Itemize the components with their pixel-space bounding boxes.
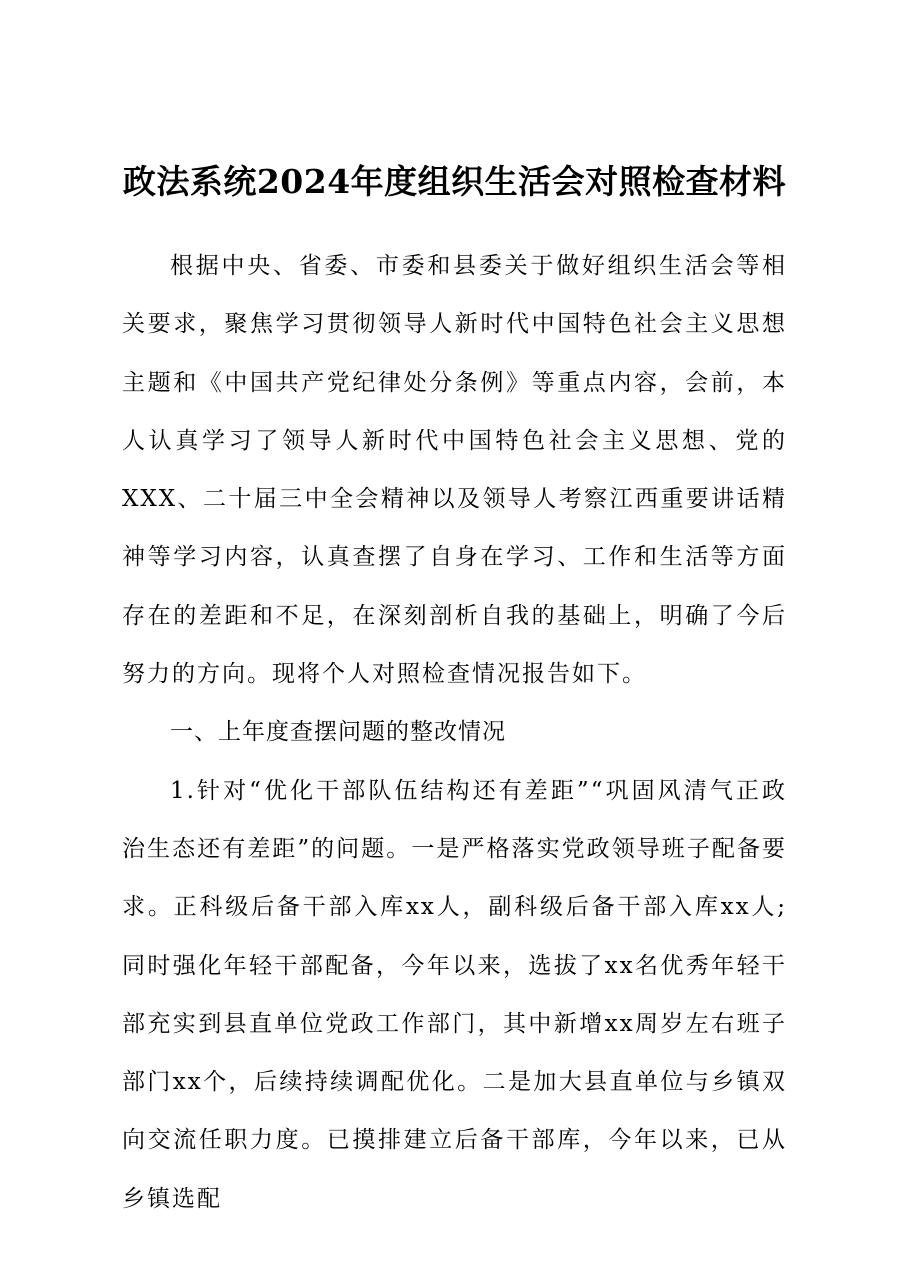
document-body <box>122 237 787 1228</box>
document-title: 政法系统2024年度组织生活会对照检查材料 <box>122 162 787 201</box>
intro-paragraph: 根据中央、省委、市委和县委关于做好组织生活会等相关要求，聚焦学习贯彻领导人新时代中国特色社会主义思想主题和《中国共产党纪律处分条例》等重点内容，会前，本人认真学习了领导人新时代中国特色社会主义思想、党的XXX、二十届三中全会精神以及领导人考察江西重要讲话精神等学习内容，认真查摆了自身在学习、工作和生活等方面存在的差距和不足，在深刻剖析自我的基础上，明确了今后努力的方向。现将个人对照检查情况报告如下。 <box>122 253 787 688</box>
item-paragraph: 1.针对“优化干部队伍结构还有差距”“巩固风清气正政治生态还有差距”的问题。一是严格落实党政领导班子配备要求。正科级后备干部入库xx人，副科级后备干部入库xx人;同时强化年轻干部配备，今年以来，选拔了xx名优秀年轻干部充实到县直单位党政工作部门，其中新增xx周岁左右班子部门xx个，后续持续调配优化。二是加大县直单位与乡镇双向交流任职力度。已摸排建立后备干部库，今年以来，已从乡镇选配 <box>122 777 787 1212</box>
section-heading: 一、上年度查摆问题的整改情况 <box>170 719 506 746</box>
